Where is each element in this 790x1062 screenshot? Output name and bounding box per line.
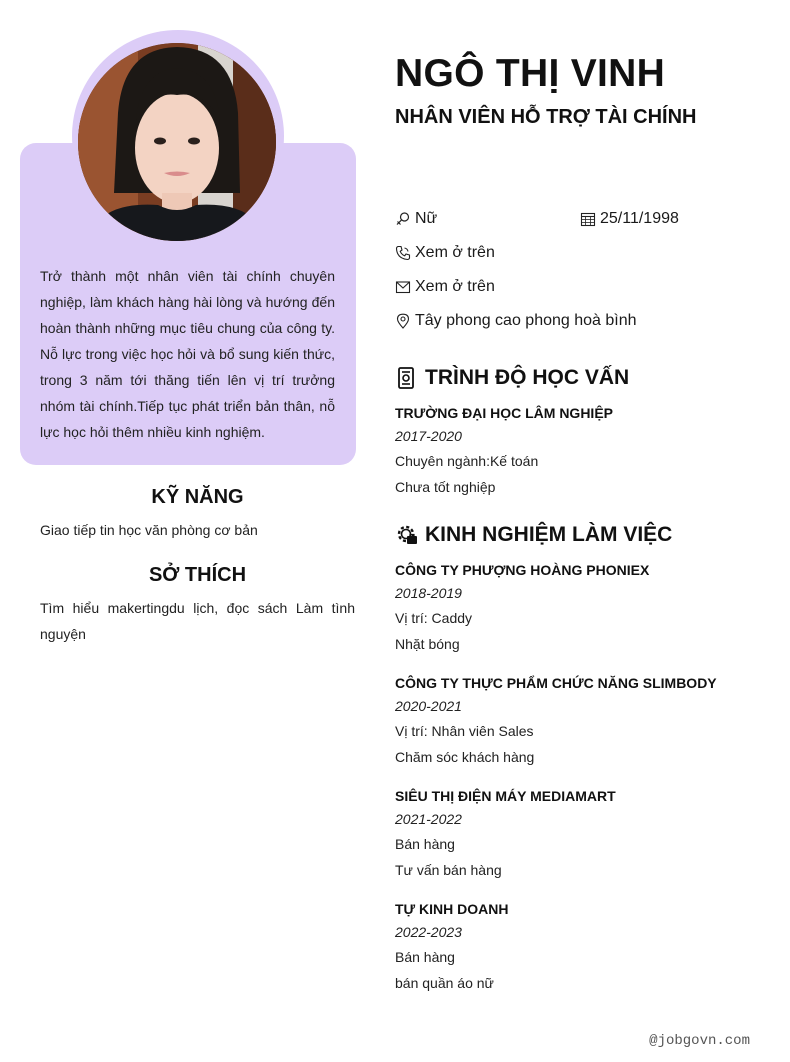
email-value: Xem ở trên [415, 278, 495, 295]
gender-value: Nữ [415, 210, 438, 227]
job-entry [395, 559, 765, 657]
job-time: 2020-2021 [395, 698, 462, 714]
skills-heading: KỸ NĂNG [151, 486, 244, 508]
birthday-info [580, 210, 679, 228]
education-entry [395, 402, 765, 500]
job-entry [395, 898, 765, 996]
avatar-photo [78, 43, 276, 241]
job-detail: bán quần áo nữ [395, 975, 494, 991]
experience-title: KINH NGHIỆM LÀM VIỆC [425, 523, 673, 546]
education-time: 2017-2020 [395, 428, 462, 444]
phone-value: Xem ở trên [415, 244, 495, 261]
job-time: 2021-2022 [395, 811, 462, 827]
hobbies-text: Tìm hiểu makertingdu lịch, đọc sách Làm tình nguyện [40, 600, 355, 642]
location-icon [395, 313, 411, 329]
school-name: TRƯỜNG ĐẠI HỌC LÂM NGHIỆP [395, 405, 613, 421]
job-time: 2022-2023 [395, 924, 462, 940]
job-company: CÔNG TY PHƯỢNG HOÀNG PHONIEX [395, 562, 650, 578]
job-detail: Tư vấn bán hàng [395, 862, 502, 878]
job-detail: Bán hàng [395, 836, 455, 852]
phone-icon [395, 245, 411, 261]
hobbies-heading: SỞ THÍCH [148, 564, 247, 586]
job-detail: Vị trí: Caddy [395, 610, 473, 626]
job-detail: Bán hàng [395, 949, 455, 965]
skills-text: Giao tiếp tin học văn phòng cơ bản [40, 522, 258, 538]
education-title: TRÌNH ĐỘ HỌC VẤN [425, 366, 630, 389]
education-status: Chưa tốt nghiệp [395, 479, 496, 495]
job-company: CÔNG TY THỰC PHẨM CHỨC NĂNG SLIMBODY [395, 675, 717, 691]
gender-info [395, 210, 437, 228]
job-detail: Chăm sóc khách hàng [395, 749, 535, 765]
footer-watermark: @jobgovn.com [649, 1033, 750, 1049]
certificate-icon [395, 366, 419, 390]
job-detail: Nhặt bóng [395, 636, 460, 652]
birthday-value: 25/11/1998 [600, 210, 679, 227]
education-major: Chuyên ngành:Kế toán [395, 453, 539, 469]
phone-info [395, 244, 495, 262]
calendar-icon [580, 211, 596, 227]
job-company: SIÊU THỊ ĐIỆN MÁY MEDIAMART [395, 788, 616, 804]
job-entry [395, 672, 765, 770]
job-time: 2018-2019 [395, 585, 462, 601]
experience-gear-icon [395, 523, 419, 547]
education-heading [395, 366, 629, 390]
job-position: NHÂN VIÊN HỖ TRỢ TÀI CHÍNH [395, 106, 697, 128]
gender-icon [395, 211, 411, 227]
avatar [78, 43, 276, 241]
address-value: Tây phong cao phong hoà bình [415, 312, 637, 329]
email-info [395, 278, 495, 296]
job-company: TỰ KINH DOANH [395, 901, 509, 917]
experience-heading [395, 523, 672, 547]
address-info [395, 312, 637, 330]
full-name: NGÔ THỊ VINH [395, 52, 666, 95]
career-objective: Trở thành một nhân viên tài chính chuyên nghiệp, làm khách hàng hài lòng và hướng đến hoàn thành những mục tiêu chung của công ty. Nỗ lực trong việc học hỏi và bổ sung kiến thức, trong 3 năm tới thăng tiến lên vị trí trưởng nhóm tài chính.Tiếp tục phát triển bản thân, nỗ lực học hỏi thêm nhiều kinh nghiệm. [40, 268, 335, 440]
job-detail: Vị trí: Nhân viên Sales [395, 723, 534, 739]
email-icon [395, 279, 411, 295]
job-entry [395, 785, 765, 883]
